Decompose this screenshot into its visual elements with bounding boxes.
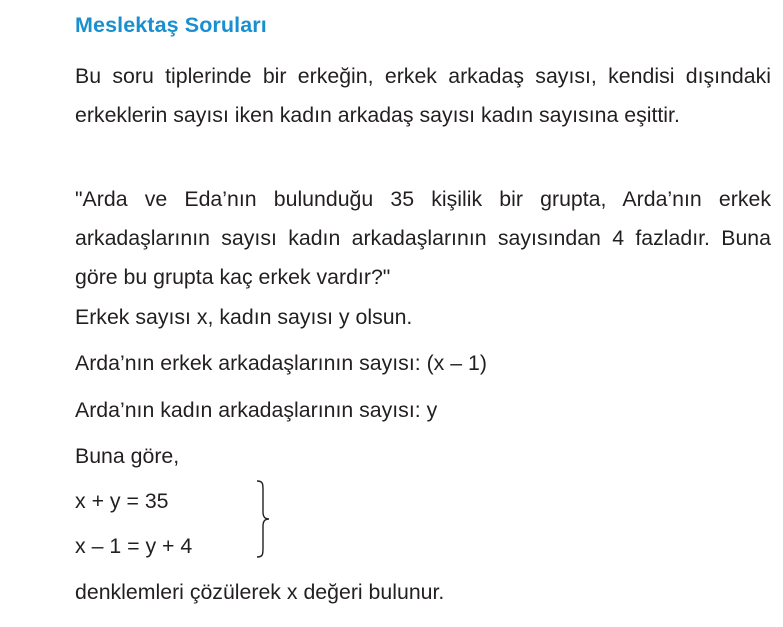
example-problem: "Arda ve Eda’nın bulunduğu 35 kişilik bir grupta, Arda’nın erkek arkadaşlarının sayısı kadın arkadaşlarının sayısından 4 fazladır. Buna göre bu grupta kaç erkek vardır?": [75, 187, 771, 289]
intro-paragraph: Bu soru tiplerinde bir erkeğin, erkek arkadaş sayısı, kendisi dışındaki erkeklerin sayısı iken kadın arkadaş sayısı kadın sayısına eşittir.: [75, 64, 771, 127]
equation-1: x + y = 35: [75, 489, 169, 513]
conclusion-line: denklemleri çözülerek x değeri bulunur.: [75, 580, 445, 604]
assumption-line: Erkek sayısı x, kadın sayısı y olsun.: [75, 305, 413, 329]
therefore-line: Buna göre,: [75, 444, 180, 468]
right-brace-icon: [255, 480, 271, 558]
male-friends-line: Arda’nın erkek arkadaşlarının sayısı: (x – 1): [75, 351, 487, 375]
female-friends-line: Arda’nın kadın arkadaşlarının sayısı: y: [75, 398, 438, 422]
section-heading: Meslektaş Soruları: [75, 13, 267, 37]
equation-2: x – 1 = y + 4: [75, 534, 193, 558]
